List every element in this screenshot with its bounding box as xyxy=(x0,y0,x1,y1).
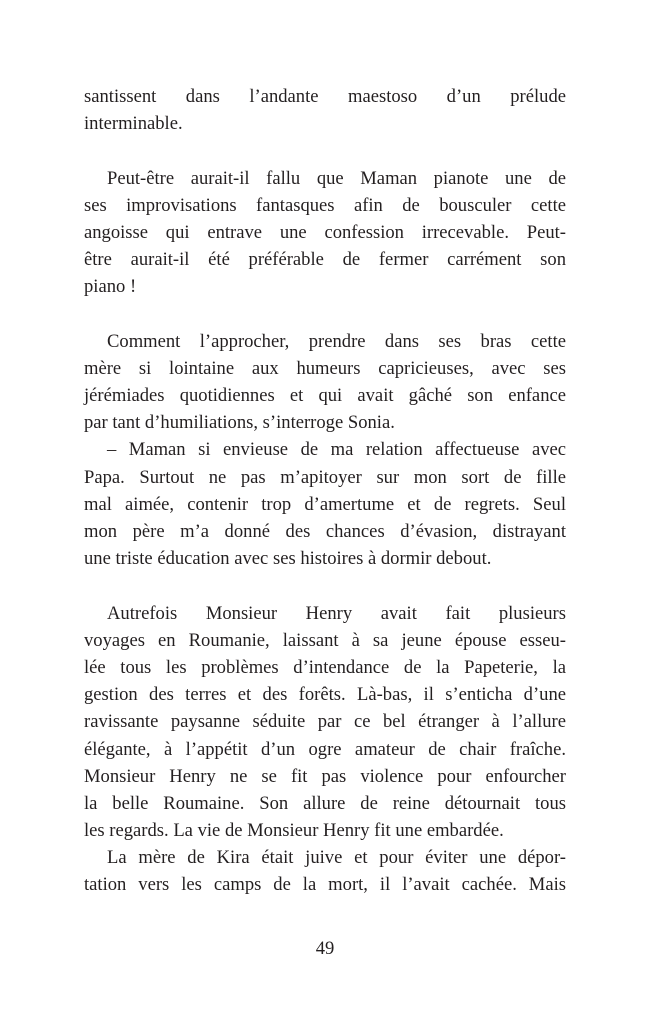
paragraph xyxy=(84,436,566,572)
text-line: par tant d’humiliations, s’interroge Sonia. xyxy=(84,412,395,434)
text-line: les regards. La vie de Monsieur Henry fit une embardée. xyxy=(84,820,504,842)
text-line: être aurait-il été préférable de fermer carrément son xyxy=(84,249,566,271)
text-line: interminable. xyxy=(84,113,183,135)
text-line: mère si lointaine aux humeurs capricieuses, avec ses xyxy=(84,357,566,379)
text-line: mal aimée, contenir trop d’amertume et de regrets. Seul xyxy=(84,493,566,515)
text-line: santissent dans l’andante maestoso d’un prélude xyxy=(84,86,566,107)
text-line: angoisse qui entrave une confession irrecevable. Peut- xyxy=(84,221,566,243)
text-line: Monsieur Henry ne se fit pas violence pour enfourcher xyxy=(84,765,566,787)
page-number: 49 xyxy=(315,938,335,959)
text-line: Comment l’approcher, prendre dans ses bras cette xyxy=(107,330,566,352)
text-line: La mère de Kira était juive et pour éviter une dépor- xyxy=(107,847,566,869)
text-line: ses improvisations fantasques afin de bousculer cette xyxy=(84,194,566,216)
text-line: – Maman si envieuse de ma relation affectueuse avec xyxy=(107,439,566,461)
text-line: mon père m’a donné des chances d’évasion, distrayant xyxy=(84,521,566,542)
text-line: Papa. Surtout ne pas m’apitoyer sur mon sort de fille xyxy=(84,466,566,488)
paragraph xyxy=(84,165,566,301)
text-line: la belle Roumaine. Son allure de reine détournait tous xyxy=(84,792,566,814)
text-line: Autrefois Monsieur Henry avait fait plusieurs xyxy=(107,602,566,624)
text-line: ravissante paysanne séduite par ce bel étranger à l’allure xyxy=(84,711,566,733)
text-line: tation vers les camps de la mort, il l’avait cachée. Mais xyxy=(84,874,566,896)
text-line: une triste éducation avec ses histoires à dormir debout. xyxy=(84,548,492,570)
text-line: piano ! xyxy=(84,276,137,298)
text-line: jérémiades quotidiennes et qui avait gâché son enfance xyxy=(84,385,566,407)
paragraph xyxy=(84,328,566,437)
paragraph xyxy=(84,600,566,845)
text-line: gestion des terres et des forêts. Là-bas, il s’enticha d’une xyxy=(84,684,566,706)
paragraph xyxy=(84,844,566,898)
text-line: voyages en Roumanie, laissant à sa jeune épouse esseu- xyxy=(84,629,566,651)
paragraph xyxy=(84,83,566,137)
text-line: lée tous les problèmes d’intendance de la Papeterie, la xyxy=(84,656,566,678)
page-body-text xyxy=(84,83,566,899)
text-line: Peut-être aurait-il fallu que Maman pianote une de xyxy=(107,167,566,189)
text-line: élégante, à l’appétit d’un ogre amateur de chair fraîche. xyxy=(84,738,566,760)
